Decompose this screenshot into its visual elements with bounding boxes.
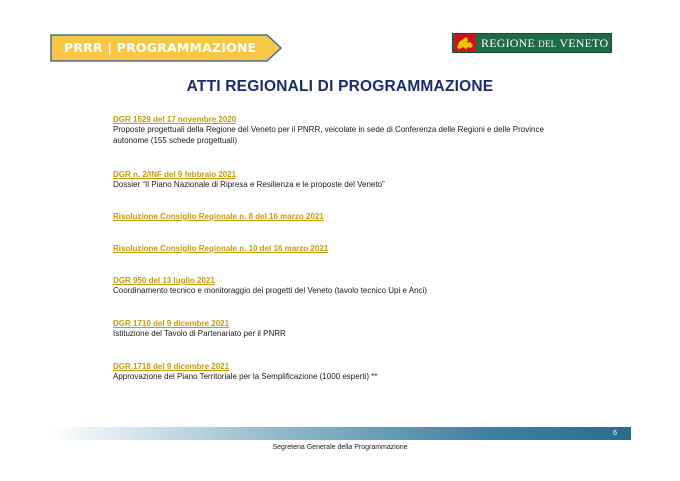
act-description: Istituzione del Tavolo di Partenariato per il PNRR [113, 329, 286, 338]
act-description: Approvazione del Piano Territoriale per la Semplificazione (1000 esperti) ** [113, 372, 378, 381]
logo-text: REGIONE DEL VENETO [481, 35, 609, 50]
act-description: Proposte progettuali della Regione del Veneto per il PNRR, veicolate in sede di Conferenza delle Regioni e delle Province autonome (155 schede progettuali) [113, 125, 544, 145]
page-number: 6 [613, 430, 617, 437]
page-title: ATTI REGIONALI DI PROGRAMMAZIONE [186, 78, 494, 95]
list-item [113, 276, 573, 297]
act-description: Dossier “Il Piano Nazionale di Ripresa e Resilienza e le proposte del Veneto” [113, 180, 385, 189]
footer-bar [50, 427, 631, 440]
list-item [113, 362, 573, 383]
lion-of-saint-mark-icon [454, 34, 476, 52]
act-link[interactable]: DGR 1710 del 9 dicembre 2021 [113, 319, 230, 328]
act-link[interactable]: Risoluzione Consiglio Regionale n. 10 del 16 marzo 2021 [113, 244, 329, 253]
act-link[interactable]: Risoluzione Consiglio Regionale n. 8 del 16 marzo 2021 [113, 212, 324, 221]
list-item [113, 170, 573, 191]
list-item [113, 244, 573, 254]
act-link[interactable]: DGR n. 2/INF del 9 febbraio 2021 [113, 170, 237, 179]
list-item [113, 115, 573, 146]
footer-text: Segreteria Generale della Programmazione [272, 444, 408, 451]
section-banner [50, 34, 282, 62]
banner-label: PRRR | PROGRAMMAZIONE [64, 40, 257, 55]
act-description: Coordinamento tecnico e monitoraggio dei progetti del Veneto (tavolo tecnico Upi e Anci) [113, 286, 427, 295]
list-item [113, 319, 573, 340]
act-link[interactable]: DGR 1529 del 17 novembre 2020 [113, 115, 237, 124]
list-item [113, 212, 573, 222]
regione-veneto-logo [452, 33, 612, 53]
act-link[interactable]: DGR 950 del 13 luglio 2021 [113, 276, 215, 285]
act-link[interactable]: DGR 1718 del 9 dicembre 2021 [113, 362, 230, 371]
